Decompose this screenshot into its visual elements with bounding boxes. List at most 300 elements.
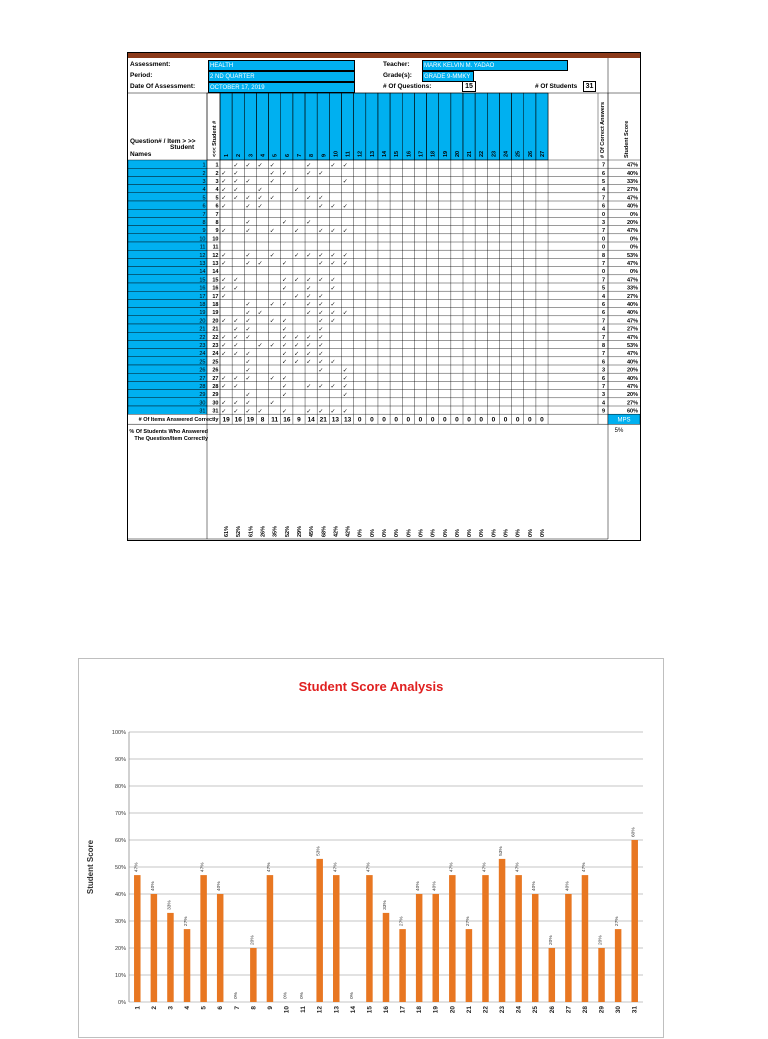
- check-mark: ✓: [306, 301, 312, 309]
- pct-correct-value: 0%: [491, 529, 498, 537]
- pct-correct-value: 35%: [272, 525, 279, 537]
- check-mark: ✓: [330, 227, 336, 235]
- check-mark: ✓: [306, 284, 312, 292]
- items-correct-value: 21: [319, 416, 327, 424]
- question-number: 2: [236, 153, 243, 157]
- question-header-cell: [536, 93, 548, 160]
- pct-correct-value: 52%: [236, 525, 243, 537]
- bar: [631, 840, 638, 1002]
- check-mark: ✓: [318, 252, 324, 259]
- student-score: 0%: [630, 244, 638, 251]
- pct-students-label: % Of Students Who Answered: [129, 429, 208, 436]
- question-header-cell: [390, 93, 402, 160]
- question-number: 14: [382, 150, 389, 157]
- correct-count: 3: [601, 220, 605, 226]
- student-number: 16: [212, 285, 219, 292]
- check-mark: ✓: [281, 342, 287, 350]
- student-number: 2: [215, 170, 219, 177]
- student-name-cell: [128, 308, 207, 316]
- x-tick-label: 21: [465, 1006, 473, 1014]
- student-score: 0%: [630, 236, 638, 243]
- check-mark: ✓: [257, 161, 263, 169]
- check-mark: ✓: [221, 334, 227, 341]
- correct-count: 4: [601, 187, 605, 194]
- student-score: 40%: [626, 170, 638, 177]
- items-correct-value: 19: [246, 416, 254, 424]
- bar: [515, 875, 522, 1002]
- bar: [316, 859, 323, 1002]
- bar: [184, 929, 191, 1002]
- data-label: 60%: [631, 827, 637, 837]
- check-mark: ✓: [306, 358, 312, 366]
- period-value[interactable]: 2 ND QUARTER: [208, 71, 355, 82]
- question-number: 17: [418, 150, 425, 157]
- check-mark: ✓: [221, 194, 227, 202]
- student-score: 47%: [626, 351, 638, 358]
- bar: [333, 875, 340, 1002]
- student-name-cell: [128, 340, 207, 348]
- data-label: 53%: [499, 846, 505, 856]
- student-row-index: 5: [202, 195, 206, 202]
- check-mark: ✓: [294, 293, 300, 300]
- student-name-cell: [128, 332, 207, 340]
- student-row-index: 21: [199, 326, 206, 333]
- question-number: 21: [467, 150, 474, 157]
- student-name-cell: [128, 324, 207, 332]
- items-correct-value: 0: [479, 416, 484, 424]
- question-header-cell: [414, 93, 426, 160]
- question-header-cell: [244, 93, 256, 160]
- question-number: 4: [260, 153, 267, 157]
- question-header-cell: [269, 93, 281, 160]
- check-mark: ✓: [281, 301, 287, 309]
- x-tick-label: 14: [349, 1006, 357, 1014]
- pct-correct-value: 0%: [394, 529, 401, 537]
- correct-count: 8: [601, 343, 605, 349]
- student-row-index: 15: [199, 277, 206, 284]
- check-mark: ✓: [245, 399, 251, 407]
- check-mark: ✓: [318, 227, 324, 235]
- item-analysis-sheet: [127, 52, 641, 541]
- y-tick-label: 20%: [114, 946, 126, 952]
- bar: [565, 894, 572, 1002]
- check-mark: ✓: [318, 301, 324, 309]
- question-number: 8: [309, 153, 316, 157]
- correct-count: 7: [601, 334, 605, 341]
- student-name-cell: [128, 258, 207, 266]
- check-mark: ✓: [294, 342, 300, 350]
- check-mark: ✓: [233, 186, 239, 194]
- items-correct-value: 0: [467, 416, 471, 424]
- data-label: 47%: [515, 862, 521, 873]
- check-mark: ✓: [294, 334, 300, 341]
- check-mark: ✓: [306, 252, 312, 259]
- grades-value[interactable]: GRADE 9-MMKY: [422, 71, 474, 82]
- check-mark: ✓: [294, 186, 300, 194]
- x-tick-label: 16: [383, 1006, 390, 1014]
- check-mark: ✓: [342, 178, 348, 186]
- check-mark: ✓: [306, 161, 312, 169]
- student-score: 0%: [630, 211, 638, 218]
- check-mark: ✓: [233, 170, 239, 177]
- student-score: 27%: [626, 326, 638, 333]
- bar: [267, 875, 274, 1002]
- check-mark: ✓: [330, 252, 336, 259]
- data-label: 53%: [316, 846, 322, 856]
- bar: [383, 913, 390, 1002]
- student-score: 53%: [626, 252, 638, 259]
- check-mark: ✓: [330, 358, 336, 366]
- correct-count: 6: [601, 359, 605, 366]
- check-mark: ✓: [306, 407, 312, 415]
- student-score: 47%: [626, 261, 638, 267]
- student-number: 28: [212, 384, 219, 390]
- student-number: 17: [212, 293, 219, 300]
- date-label: Date Of Assessment:: [130, 83, 196, 90]
- teacher-value[interactable]: MARK KELVIN M. YADAO: [422, 60, 568, 71]
- check-mark: ✓: [342, 161, 348, 169]
- check-mark: ✓: [233, 325, 239, 333]
- check-mark: ✓: [245, 252, 251, 259]
- student-name-cell: [128, 209, 207, 217]
- check-mark: ✓: [318, 383, 324, 391]
- check-mark: ✓: [269, 375, 275, 382]
- items-correct-label: # Of Items Answered Correctly: [138, 417, 219, 424]
- check-mark: ✓: [330, 309, 336, 317]
- bar: [549, 948, 556, 1002]
- correct-count: 0: [601, 211, 605, 218]
- check-mark: ✓: [245, 219, 251, 227]
- y-tick-label: 10%: [114, 973, 126, 979]
- correct-count: 3: [601, 392, 605, 399]
- check-mark: ✓: [257, 186, 263, 194]
- data-label: 40%: [432, 881, 438, 891]
- bar: [482, 875, 489, 1002]
- bar: [499, 859, 506, 1002]
- student-score: 47%: [626, 162, 638, 169]
- items-correct-value: 14: [307, 416, 315, 424]
- items-correct-value: 0: [515, 416, 520, 424]
- x-tick-label: 30: [615, 1006, 623, 1014]
- student-score: 40%: [626, 203, 638, 210]
- check-mark: ✓: [233, 178, 239, 186]
- pct-students-label: The Question/Item Correctly: [134, 436, 208, 443]
- student-score-chart: [79, 659, 665, 1039]
- items-correct-value: 11: [271, 416, 279, 424]
- student-number: 8: [215, 220, 219, 226]
- check-mark: ✓: [221, 350, 227, 358]
- x-tick-label: 10: [283, 1006, 291, 1014]
- student-name-cell: [128, 291, 207, 299]
- questions-count[interactable]: 15: [462, 81, 476, 92]
- x-tick-label: 18: [416, 1006, 424, 1014]
- check-mark: ✓: [221, 284, 227, 292]
- x-tick-label: 2: [150, 1006, 158, 1010]
- check-mark: ✓: [318, 325, 324, 333]
- correct-count: 7: [601, 228, 605, 235]
- check-mark: ✓: [245, 358, 251, 366]
- x-tick-label: 17: [399, 1006, 407, 1014]
- correct-count: 4: [601, 400, 605, 407]
- check-mark: ✓: [281, 391, 287, 399]
- data-label: 27%: [184, 916, 190, 927]
- bar: [151, 894, 158, 1002]
- check-mark: ✓: [281, 284, 287, 292]
- question-header-cell: [439, 93, 451, 160]
- check-mark: ✓: [306, 350, 312, 358]
- question-number: 13: [369, 150, 376, 157]
- data-label: 20%: [598, 935, 604, 945]
- student-row-index: 14: [199, 269, 206, 276]
- question-header-cell: [499, 93, 511, 160]
- bar: [200, 875, 207, 1002]
- check-mark: ✓: [221, 260, 227, 268]
- check-mark: ✓: [306, 383, 312, 391]
- question-header-cell: [305, 93, 317, 160]
- bar: [532, 894, 539, 1002]
- check-mark: ✓: [330, 383, 336, 391]
- pct-correct-value: 61%: [224, 525, 231, 537]
- check-mark: ✓: [221, 227, 227, 235]
- check-mark: ✓: [281, 276, 287, 284]
- student-row-index: 19: [199, 310, 206, 317]
- pct-correct-value: 0%: [442, 529, 449, 537]
- check-mark: ✓: [221, 399, 227, 407]
- x-tick-label: 1: [134, 1006, 142, 1010]
- student-name-cell: [128, 226, 207, 234]
- data-label: 47%: [449, 862, 455, 873]
- check-mark: ✓: [221, 186, 227, 194]
- x-tick-label: 19: [432, 1006, 440, 1014]
- student-score: 47%: [626, 334, 638, 341]
- student-number: 20: [212, 318, 219, 325]
- correct-count: 0: [601, 269, 605, 276]
- check-mark: ✓: [342, 383, 348, 391]
- student-row-index: 25: [199, 359, 206, 366]
- items-correct-value: 0: [394, 416, 398, 424]
- pct-correct-value: 45%: [309, 525, 316, 537]
- items-correct-value: 16: [283, 416, 291, 424]
- check-mark: ✓: [269, 317, 275, 325]
- correct-count: 7: [601, 277, 605, 284]
- x-tick-label: 3: [167, 1006, 175, 1010]
- student-name-cell: [128, 373, 207, 381]
- student-row-index: 17: [199, 293, 206, 300]
- check-mark: ✓: [221, 170, 227, 177]
- check-mark: ✓: [257, 202, 263, 210]
- bar: [167, 913, 174, 1002]
- student-number: 15: [212, 277, 219, 284]
- pct-correct-value: 0%: [479, 529, 486, 537]
- student-name-cell: [128, 349, 207, 357]
- question-header-cell: [329, 93, 341, 160]
- check-mark: ✓: [245, 260, 251, 268]
- data-label: 27%: [465, 916, 471, 927]
- pct-correct-value: 0%: [454, 529, 461, 537]
- items-correct-value: 0: [406, 416, 411, 424]
- student-score: 27%: [626, 187, 638, 194]
- student-name-cell: [128, 234, 207, 242]
- correct-count: 6: [601, 375, 605, 382]
- student-row-index: 22: [199, 334, 206, 341]
- correct-count: 6: [601, 302, 605, 308]
- y-tick-label: 70%: [114, 811, 126, 817]
- check-mark: ✓: [269, 301, 275, 309]
- items-correct-value: 0: [491, 416, 496, 424]
- student-name-cell: [128, 185, 207, 193]
- items-correct-value: 13: [343, 416, 352, 424]
- bar: [250, 948, 257, 1002]
- check-mark: ✓: [245, 317, 251, 325]
- student-number: 25: [212, 359, 219, 366]
- data-label: 40%: [565, 881, 571, 891]
- assessment-value[interactable]: HEALTH: [208, 60, 355, 71]
- student-number: 12: [212, 252, 219, 259]
- bar: [449, 875, 456, 1002]
- question-number: 6: [284, 153, 291, 157]
- student-score-header: Student Score: [624, 120, 630, 158]
- pct-correct-value: 42%: [333, 525, 340, 537]
- period-label: Period:: [130, 72, 153, 79]
- student-score: 47%: [626, 318, 638, 325]
- check-mark: ✓: [330, 202, 336, 210]
- pct-correct-value: 0%: [430, 529, 437, 537]
- student-number: 14: [212, 269, 219, 276]
- check-mark: ✓: [318, 334, 324, 341]
- check-mark: ✓: [245, 301, 251, 309]
- question-number: 9: [321, 153, 328, 157]
- check-mark: ✓: [245, 334, 251, 341]
- chart-title: Student Score Analysis: [298, 679, 444, 694]
- check-mark: ✓: [269, 161, 275, 169]
- check-mark: ✓: [221, 407, 227, 415]
- student-row-index: 10: [199, 236, 206, 243]
- student-row-index: 27: [199, 375, 206, 382]
- data-label: 20%: [548, 935, 554, 945]
- y-axis-label: Student Score: [86, 839, 95, 895]
- data-label: 20%: [250, 935, 256, 945]
- y-tick-label: 30%: [114, 919, 126, 925]
- items-correct-value: 8: [260, 416, 265, 424]
- student-name-cell: [128, 267, 207, 275]
- student-number: 22: [212, 334, 219, 341]
- student-name-cell: [128, 217, 207, 225]
- student-row-index: 31: [199, 408, 206, 415]
- check-mark: ✓: [257, 194, 263, 202]
- student-score: 20%: [626, 367, 638, 374]
- students-label: # Of Students: [535, 83, 578, 90]
- check-mark: ✓: [281, 219, 287, 227]
- students-count[interactable]: 31: [583, 81, 596, 92]
- student-row-index: 4: [202, 187, 206, 194]
- question-header-cell: [427, 93, 439, 160]
- student-name-cell: [128, 283, 207, 291]
- check-mark: ✓: [342, 366, 348, 374]
- check-mark: ✓: [330, 301, 336, 309]
- pct-correct-value: 0%: [357, 529, 364, 537]
- check-mark: ✓: [318, 202, 324, 210]
- student-number: 9: [215, 228, 219, 235]
- check-mark: ✓: [306, 293, 312, 300]
- check-mark: ✓: [245, 407, 251, 415]
- student-number: 18: [212, 302, 219, 308]
- student-score: 47%: [626, 195, 638, 202]
- check-mark: ✓: [269, 342, 275, 350]
- student-row-index: 13: [199, 261, 206, 267]
- check-mark: ✓: [281, 350, 287, 358]
- pct-correct-value: 61%: [248, 525, 255, 537]
- correct-count: 6: [601, 203, 605, 210]
- data-label: 47%: [266, 862, 272, 873]
- check-mark: ✓: [245, 227, 251, 235]
- student-score: 33%: [626, 179, 638, 185]
- question-number: 15: [394, 150, 401, 157]
- student-row-index: 20: [199, 318, 206, 325]
- x-tick-label: 20: [449, 1006, 457, 1014]
- mps-label: MPS: [617, 417, 631, 424]
- check-mark: ✓: [294, 358, 300, 366]
- question-header-cell: [366, 93, 378, 160]
- bar: [416, 894, 423, 1002]
- student-row-index: 12: [199, 252, 206, 259]
- student-row-index: 16: [199, 285, 206, 292]
- question-header-cell: [232, 93, 244, 160]
- question-header-cell: [463, 93, 475, 160]
- student-number: 29: [212, 392, 219, 399]
- question-number: 26: [527, 150, 534, 157]
- question-number: 18: [430, 150, 437, 157]
- check-mark: ✓: [318, 170, 324, 177]
- check-mark: ✓: [221, 317, 227, 325]
- student-num-header: <<< Student #: [212, 120, 218, 157]
- student-number: 27: [212, 375, 219, 382]
- correct-count: 4: [601, 326, 605, 333]
- student-row-index: 9: [202, 228, 206, 235]
- pct-correct-value: 0%: [382, 529, 389, 537]
- check-mark: ✓: [269, 227, 275, 235]
- items-correct-value: 16: [234, 416, 242, 424]
- student-name-cell: [128, 275, 207, 283]
- check-mark: ✓: [342, 260, 348, 268]
- bar: [217, 894, 224, 1002]
- check-mark: ✓: [318, 366, 324, 374]
- correct-count: 5: [601, 179, 605, 185]
- date-value[interactable]: OCTOBER 17, 2019: [208, 82, 355, 93]
- student-score: 47%: [626, 384, 638, 390]
- data-label: 0%: [283, 992, 289, 999]
- bar: [598, 948, 605, 1002]
- question-header-cell: [293, 93, 305, 160]
- items-correct-value: 13: [331, 416, 340, 424]
- bar: [134, 875, 141, 1002]
- items-correct-value: 0: [503, 416, 508, 424]
- student-name-cell: [128, 176, 207, 184]
- pct-correct-value: 68%: [321, 525, 328, 537]
- pct-correct-value: 29%: [296, 525, 303, 537]
- question-number: 7: [296, 153, 303, 157]
- check-mark: ✓: [330, 260, 336, 268]
- question-number: 25: [515, 150, 522, 157]
- question-header-cell: [317, 93, 329, 160]
- correct-count: 8: [601, 252, 605, 259]
- pct-correct-value: 52%: [284, 525, 291, 537]
- student-score: 40%: [626, 302, 638, 308]
- x-tick-label: 28: [581, 1006, 589, 1014]
- check-mark: ✓: [257, 309, 263, 317]
- check-mark: ✓: [269, 252, 275, 259]
- question-number: 12: [357, 150, 364, 157]
- check-mark: ✓: [281, 358, 287, 366]
